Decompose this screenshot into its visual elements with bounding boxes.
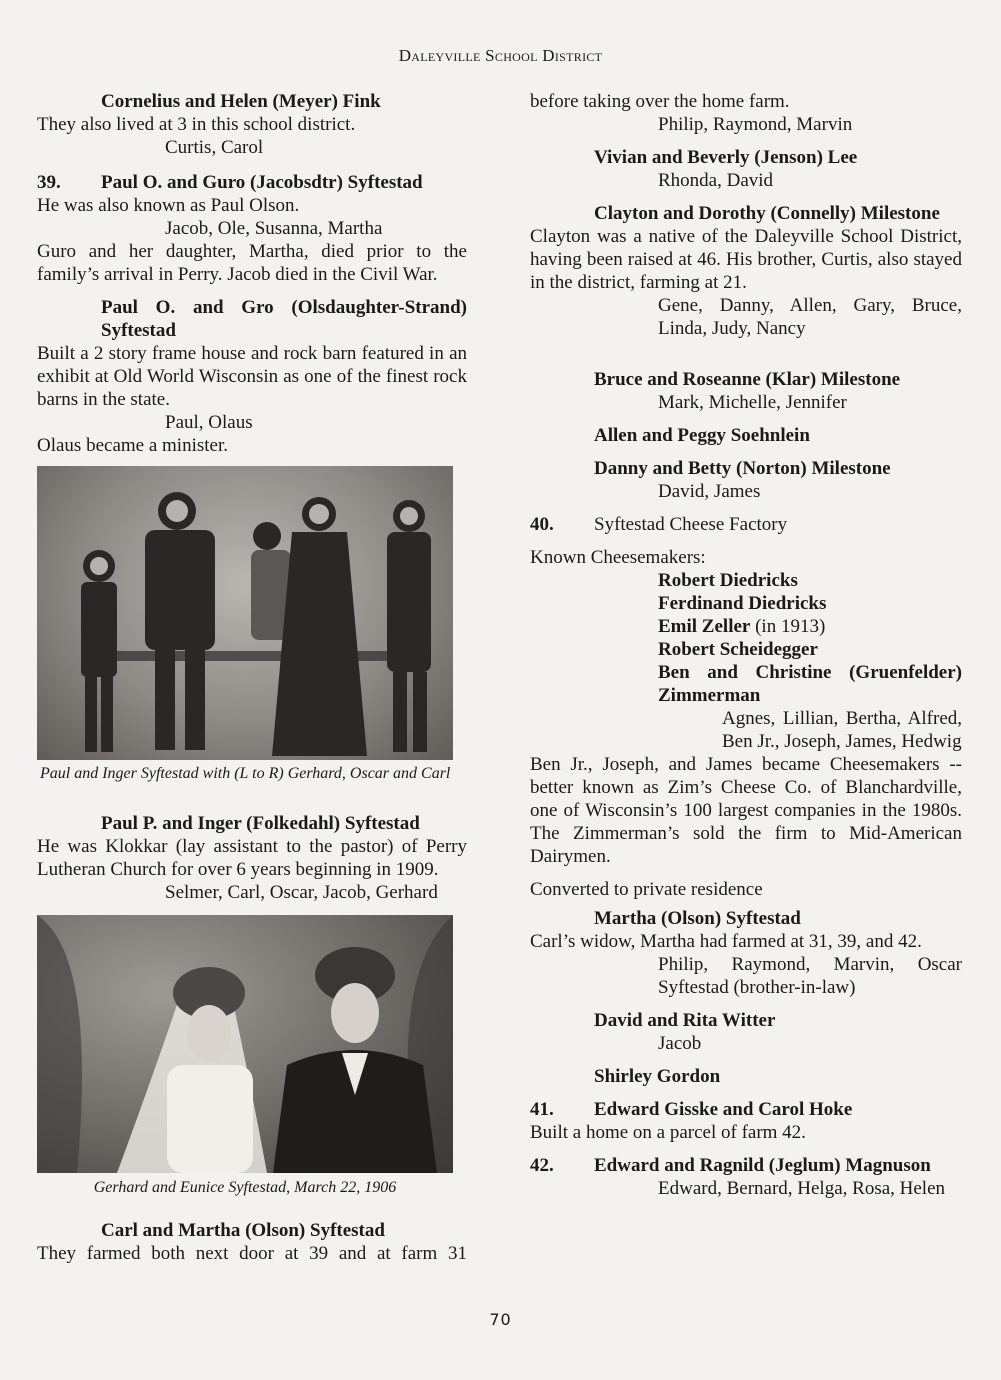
cheesemaker-5-children: Agnes, Lillian, Bertha, Alfred, Ben Jr., Joseph, James, Hedwig: [722, 708, 962, 752]
fink-children: Curtis, Carol: [165, 137, 264, 158]
entry-41-heading: [530, 1098, 962, 1121]
entry-39-text: He was also known as Paul Olson.: [37, 195, 300, 216]
gro-children: Paul, Olaus: [165, 412, 253, 433]
entry-42-heading: [530, 1154, 962, 1177]
family-photo: [37, 466, 453, 760]
wedding-photo-figures: [37, 915, 453, 1173]
cheesemaker-1: Robert Diedricks: [658, 570, 798, 591]
gro-heading-line2: Syftestad: [101, 320, 176, 341]
carl-heading: Carl and Martha (Olson) Syftestad: [101, 1220, 385, 1241]
entry-41-text: Built a home on a parcel of farm 42.: [530, 1122, 806, 1143]
entry-40-heading: [530, 513, 962, 536]
witter-children: Jacob: [658, 1033, 702, 1054]
martha-children: Philip, Raymond, Marvin, Oscar Syftestad (brother-in-law): [658, 954, 962, 998]
cheesemaker-2: Ferdinand Diedricks: [658, 593, 827, 614]
left-column-middle: [37, 812, 467, 904]
entry-40-number: 40.: [530, 514, 554, 535]
cheesemaker-3-note: (in 1913): [755, 616, 826, 637]
lee-children: Rhonda, David: [658, 170, 774, 191]
running-head: [0, 46, 1001, 66]
entry-42-title: Edward and Ragnild (Jeglum) Magnuson: [594, 1155, 931, 1176]
carl-text: They farmed both next door at 39 and at farm 31: [37, 1243, 467, 1264]
clayton-text: Clayton was a native of the Daleyville School District, having been raised at 46. His brother, Curtis, also stayed in the district, farming at 21.: [530, 226, 962, 293]
martha-text: Carl’s widow, Martha had farmed at 31, 39, and 42.: [530, 931, 922, 952]
photo2-caption: Gerhard and Eunice Syftestad, March 22, 1906: [93, 1179, 397, 1196]
entry-41-title: Edward Gisske and Carol Hoke: [594, 1099, 853, 1120]
page-number: 70: [489, 1310, 512, 1329]
entry-39-title: Paul O. and Guro (Jacobsdtr) Syftestad: [101, 172, 423, 193]
danny-heading: Danny and Betty (Norton) Milestone: [594, 458, 891, 479]
cheesemaker-5: Ben and Christine (Gruenfelder) Zimmerman: [658, 662, 962, 706]
fink-text: They also lived at 3 in this school district.: [37, 114, 356, 135]
inger-heading: Paul P. and Inger (Folkedahl) Syftestad: [101, 813, 420, 834]
entry-39-heading: [37, 171, 467, 194]
carl-children: Philip, Raymond, Marvin: [658, 114, 853, 135]
inger-children: Selmer, Carl, Oscar, Jacob, Gerhard: [165, 882, 438, 903]
family-photo-figures: [37, 466, 453, 760]
entry-39-text2: Guro and her daughter, Martha, died prior to the family’s arrival in Perry. Jacob died in the Civil War.: [37, 241, 467, 285]
gro-heading-line1: Paul O. and Gro (Olsdaughter-Strand): [101, 297, 467, 318]
left-column-bottom: [37, 1219, 467, 1265]
gro-text2: Olaus became a minister.: [37, 435, 228, 456]
entry-39-children: Jacob, Ole, Susanna, Martha: [165, 218, 383, 239]
lee-heading: Vivian and Beverly (Jenson) Lee: [594, 147, 858, 168]
running-head-text: Daleyville School District: [398, 46, 603, 65]
cheesemaker-4: Robert Scheidegger: [658, 639, 818, 660]
witter-heading: David and Rita Witter: [594, 1010, 776, 1031]
gro-text: Built a 2 story frame house and rock barn featured in an exhibit at Old World Wisconsin as one of the finest rock barns in the state.: [37, 343, 467, 410]
gordon-heading: Shirley Gordon: [594, 1066, 721, 1087]
photo1-caption: Paul and Inger Syftestad with (L to R) Gerhard, Oscar and Carl: [40, 765, 451, 782]
entry-42-number: 42.: [530, 1155, 554, 1176]
zimmerman-text: Ben Jr., Joseph, and James became Cheesemakers -- better known as Zim’s Cheese Co. of Blanchardville, one of Wisconsin’s 100 largest companies in the 1980s. The Zimmerman’s sold the firm to Mid-American Dairymen.: [530, 754, 962, 867]
fink-heading: Cornelius and Helen (Meyer) Fink: [101, 91, 381, 112]
danny-children: David, James: [658, 481, 761, 502]
right-column: [530, 90, 962, 1200]
known-cheesemakers-label: Known Cheesemakers:: [530, 547, 706, 568]
entry-40-title: Syftestad Cheese Factory: [594, 514, 788, 535]
entry-39-number: 39.: [37, 172, 61, 193]
bruce-children: Mark, Michelle, Jennifer: [658, 392, 847, 413]
clayton-children: Gene, Danny, Allen, Gary, Bruce, Linda, Judy, Nancy: [658, 295, 962, 339]
entry-42-children: Edward, Bernard, Helga, Rosa, Helen: [658, 1178, 946, 1199]
wedding-photo: [37, 915, 453, 1173]
cheesemaker-3: [530, 615, 962, 638]
cheesemaker-3-name: Emil Zeller: [658, 616, 751, 637]
converted-text: Converted to private residence: [530, 879, 763, 900]
martha-heading: Martha (Olson) Syftestad: [594, 908, 801, 929]
carl-continued-text: before taking over the home farm.: [530, 91, 790, 112]
clayton-heading: Clayton and Dorothy (Connelly) Milestone: [594, 203, 940, 224]
left-column: [37, 90, 467, 457]
bruce-heading: Bruce and Roseanne (Klar) Milestone: [594, 369, 901, 390]
allen-heading: Allen and Peggy Soehnlein: [594, 425, 810, 446]
entry-41-number: 41.: [530, 1099, 554, 1120]
inger-text: He was Klokkar (lay assistant to the pastor) of Perry Lutheran Church for over 6 years beginning in 1909.: [37, 836, 467, 880]
